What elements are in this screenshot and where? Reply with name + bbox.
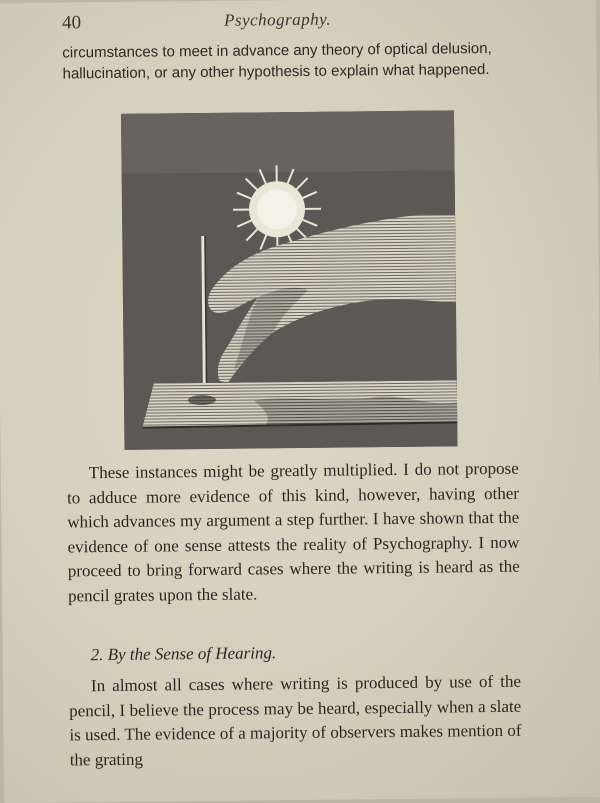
running-title: Psychography. — [223, 9, 332, 30]
page-number: 40 — [61, 12, 82, 34]
hand-holding-pencil-icon — [121, 110, 458, 449]
page-header — [62, 9, 362, 36]
section-heading: 2. By the Sense of Hearing. — [90, 643, 277, 665]
hand-illustration — [121, 110, 458, 449]
continued-paragraph: circumstances to meet in advance any theory of optical delusion, hallucination, or any other hypothesis to explain what happened. — [62, 39, 492, 83]
paragraph-evidence: These instances might be greatly multiplied. I do not propose to adduce more evidence of this kind, however, having other which advances my argument a step further. I have shown that the evidence of one sense attests the reality of Psychography. I now proceed to bring forward cases where the writing is heard as the pencil grates upon the slate. — [66, 458, 520, 605]
paragraph-hearing: In almost all cases where writing is produced by use of the pencil, I believe the process may be heard, especially when a slate is used. The evidence of a majority of observers makes mention of the grating — [69, 671, 522, 769]
